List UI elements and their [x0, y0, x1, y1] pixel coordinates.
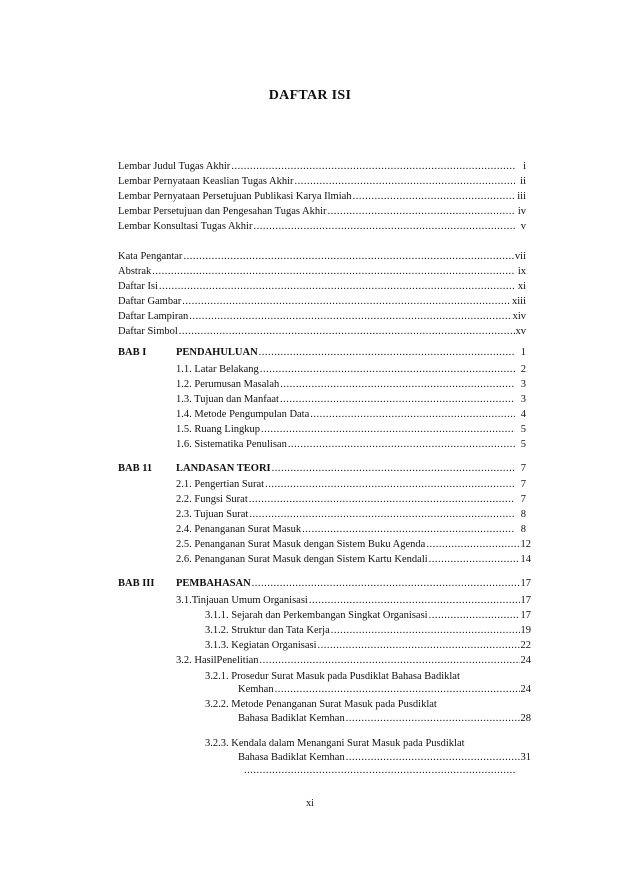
toc-entry-label: Bahasa Badiklat Kemhan [238, 752, 345, 763]
toc-entry [205, 698, 531, 712]
toc-entry [205, 737, 531, 751]
toc-dot-leader [259, 346, 515, 360]
toc-page-number: ii [520, 176, 526, 187]
toc-entry [118, 190, 526, 204]
toc-entry-label: 3.2.1. Prosedur Surat Masuk pada Pusdiklat Bahasa Badiklat [205, 671, 460, 682]
toc-entry-label: Lembar Judul Tugas Akhir [118, 161, 231, 172]
toc-entry [118, 265, 526, 279]
toc-entry-label: Abstrak [118, 266, 152, 277]
toc-dot-leader [260, 654, 520, 668]
toc-dot-leader [346, 751, 520, 765]
toc-page-number: 7 [520, 494, 526, 505]
toc-page-number: 24 [520, 655, 531, 666]
toc-entry [118, 325, 526, 339]
toc-entry-label: Daftar Lampiran [118, 311, 189, 322]
toc-chapter-number: BAB I [118, 347, 147, 358]
toc-dot-leader [159, 280, 515, 294]
toc-dot-leader [353, 190, 515, 204]
toc-page-number: 7 [520, 463, 526, 474]
toc-entry [118, 220, 526, 234]
toc-page-number: 5 [520, 439, 526, 450]
toc-entry-label: Daftar Simbol [118, 326, 178, 337]
toc-entry [118, 175, 526, 189]
toc-chapter-number: BAB III [118, 578, 155, 589]
toc-chapter-row [118, 577, 531, 591]
toc-page-number: vii [514, 251, 526, 262]
toc-dot-leader [260, 363, 515, 377]
toc-entry-label: 1.5. Ruang Lingkup [176, 424, 260, 435]
toc-entry-label: 1.1. Latar Belakang [176, 364, 259, 375]
toc-entry [176, 378, 526, 392]
toc-dot-leader [295, 175, 515, 189]
toc-entry [118, 295, 526, 309]
toc-page-number: v [520, 221, 526, 232]
toc-page-number: xiii [511, 296, 526, 307]
toc-entry [176, 438, 526, 452]
toc-dot-leader [179, 325, 515, 339]
toc-page-number: xv [515, 326, 526, 337]
toc-entry [205, 624, 531, 638]
toc-chapter-number: BAB 11 [118, 463, 153, 474]
toc-page-number: 1 [520, 347, 526, 358]
toc-entry [176, 478, 526, 492]
toc-entry-label: Kemhan [238, 684, 274, 695]
toc-entry [238, 683, 531, 697]
toc-dot-leader [318, 639, 520, 653]
toc-entry [176, 423, 526, 437]
toc-entry [176, 408, 526, 422]
toc-dot-leader [429, 553, 520, 567]
toc-entry-label: 2.6. Penanganan Surat Masuk dengan Sistem Kartu Kendali [176, 554, 428, 565]
toc-entry-label: 3.2.3. Kendala dalam Menangani Surat Masuk pada Pusdiklat [205, 738, 465, 749]
toc-dot-leader [309, 594, 520, 608]
toc-entry-label: Daftar Isi [118, 281, 158, 292]
toc-entry [176, 508, 526, 522]
toc-page-number: 17 [520, 578, 531, 589]
toc-dot-leader [280, 393, 515, 407]
toc-entry [238, 751, 531, 765]
toc-page-number: 19 [520, 625, 531, 636]
toc-page-number: 17 [520, 610, 531, 621]
toc-entry [205, 609, 531, 623]
toc-chapter-title: PENDAHULUAN [176, 347, 258, 358]
toc-entry [205, 639, 531, 653]
toc-entry [238, 712, 531, 726]
toc-chapter-title: LANDASAN TEORI [176, 463, 271, 474]
toc-entry [176, 654, 531, 668]
toc-entry-label: 2.1. Pengertian Surat [176, 479, 265, 490]
toc-entry-label: 3.1.Tinjauan Umum Organisasi [176, 595, 308, 606]
toc-page-number: xi [517, 281, 526, 292]
toc-page-number: i [523, 161, 526, 172]
toc-entry [118, 310, 526, 324]
toc-entry-label: 3.2. HasilPenelitian [176, 655, 259, 666]
toc-entry-label: 1.6. Sistematika Penulisan [176, 439, 287, 450]
toc-entry [176, 493, 526, 507]
toc-entry-label: Lembar Persetujuan dan Pengesahan Tugas Akhir [118, 206, 327, 217]
toc-page-number: xiv [512, 311, 526, 322]
toc-dot-leader [252, 577, 520, 591]
toc-entry [176, 538, 531, 552]
toc-dot-leader [331, 624, 520, 638]
toc-page-number: 8 [520, 509, 526, 520]
toc-page-number: 4 [520, 409, 526, 420]
toc-page-number: 22 [520, 640, 531, 651]
toc-dot-leader [249, 493, 515, 507]
toc-entry-label: 1.2. Perumusan Masalah [176, 379, 280, 390]
toc-dot-leader [328, 205, 515, 219]
toc-page-number: 5 [520, 424, 526, 435]
toc-chapter-row [118, 346, 526, 360]
page-title: DAFTAR ISI [268, 88, 352, 103]
toc-entry [176, 363, 526, 377]
toc-entry [118, 250, 526, 264]
toc-dot-leader [426, 538, 519, 552]
toc-page-number: 3 [520, 394, 526, 405]
toc-entry-label: 1.4. Metode Pengumpulan Data [176, 409, 310, 420]
toc-page-number: 14 [520, 554, 531, 565]
toc-dot-leader [288, 438, 515, 452]
toc-entry-label: Lembar Pernyataan Persetujuan Publikasi Karya Ilmiah [118, 191, 352, 202]
toc-page-number: 24 [520, 684, 531, 695]
toc-dot-leader [183, 250, 513, 264]
toc-page-number: 7 [520, 479, 526, 490]
toc-dot-leader [275, 683, 520, 697]
toc-entry-label: 2.2. Fungsi Surat [176, 494, 248, 505]
toc-dot-leader [265, 478, 515, 492]
toc-dot-leader [253, 220, 515, 234]
toc-entry-label: Lembar Pernyataan Keaslian Tugas Akhir [118, 176, 294, 187]
toc-entry-label: 2.4. Penanganan Surat Masuk [176, 524, 302, 535]
toc-page-number: 3 [520, 379, 526, 390]
toc-entry-label: 3.1.1. Sejarah dan Perkembangan Singkat Organisasi [205, 610, 428, 621]
toc-page-number: iv [517, 206, 526, 217]
toc-dot-leader [261, 423, 515, 437]
toc-entry-label: Kata Pengantar [118, 251, 183, 262]
toc-page-number: 28 [520, 713, 531, 724]
toc-dot-leader [302, 523, 515, 537]
toc-dot-leader [249, 508, 515, 522]
toc-dot-leader [346, 712, 520, 726]
toc-entry [176, 553, 531, 567]
toc-page-number: 17 [520, 595, 531, 606]
toc-dot-leader [272, 462, 515, 476]
toc-entry-label: 3.1.3. Kegiatan Organisasi [205, 640, 317, 651]
toc-dot-leader [231, 160, 515, 174]
toc-entry-label: 3.1.2. Struktur dan Tata Kerja [205, 625, 330, 636]
toc-chapter-row [118, 462, 526, 476]
toc-page-number: 12 [520, 539, 531, 550]
page-number: xi [306, 798, 314, 809]
toc-page-number: 31 [520, 752, 531, 763]
toc-chapter-title: PEMBAHASAN [176, 578, 251, 589]
toc-entry-label: 2.5. Penanganan Surat Masuk dengan Sistem Buku Agenda [176, 539, 426, 550]
toc-dot-leader [310, 408, 515, 422]
toc-page-number: ix [517, 266, 526, 277]
toc-entry [176, 594, 531, 608]
toc-page-number: 2 [520, 364, 526, 375]
toc-dot-leader [189, 310, 511, 324]
toc-entry-label: 1.3. Tujuan dan Manfaat [176, 394, 279, 405]
toc-entry-label: Daftar Gambar [118, 296, 182, 307]
toc-dot-leader [280, 378, 515, 392]
toc-dot-leader [182, 295, 511, 309]
toc-entry [118, 160, 526, 174]
toc-page-number: 8 [520, 524, 526, 535]
toc-dot-leader [429, 609, 520, 623]
toc-entry [118, 205, 526, 219]
toc-entry-label: Bahasa Badiklat Kemhan [238, 713, 345, 724]
toc-page-number: iii [517, 191, 526, 202]
toc-dot-leader [152, 265, 515, 279]
toc-entry [176, 393, 526, 407]
toc-entry [176, 523, 526, 537]
dot-leader-continuation [244, 765, 516, 777]
toc-entry-label: Lembar Konsultasi Tugas Akhir [118, 221, 253, 232]
toc-entry [205, 670, 531, 684]
toc-entry [118, 280, 526, 294]
toc-entry-label: 2.3. Tujuan Surat [176, 509, 249, 520]
toc-entry-label: 3.2.2. Metode Penanganan Surat Masuk pada Pusdiklat [205, 699, 437, 710]
